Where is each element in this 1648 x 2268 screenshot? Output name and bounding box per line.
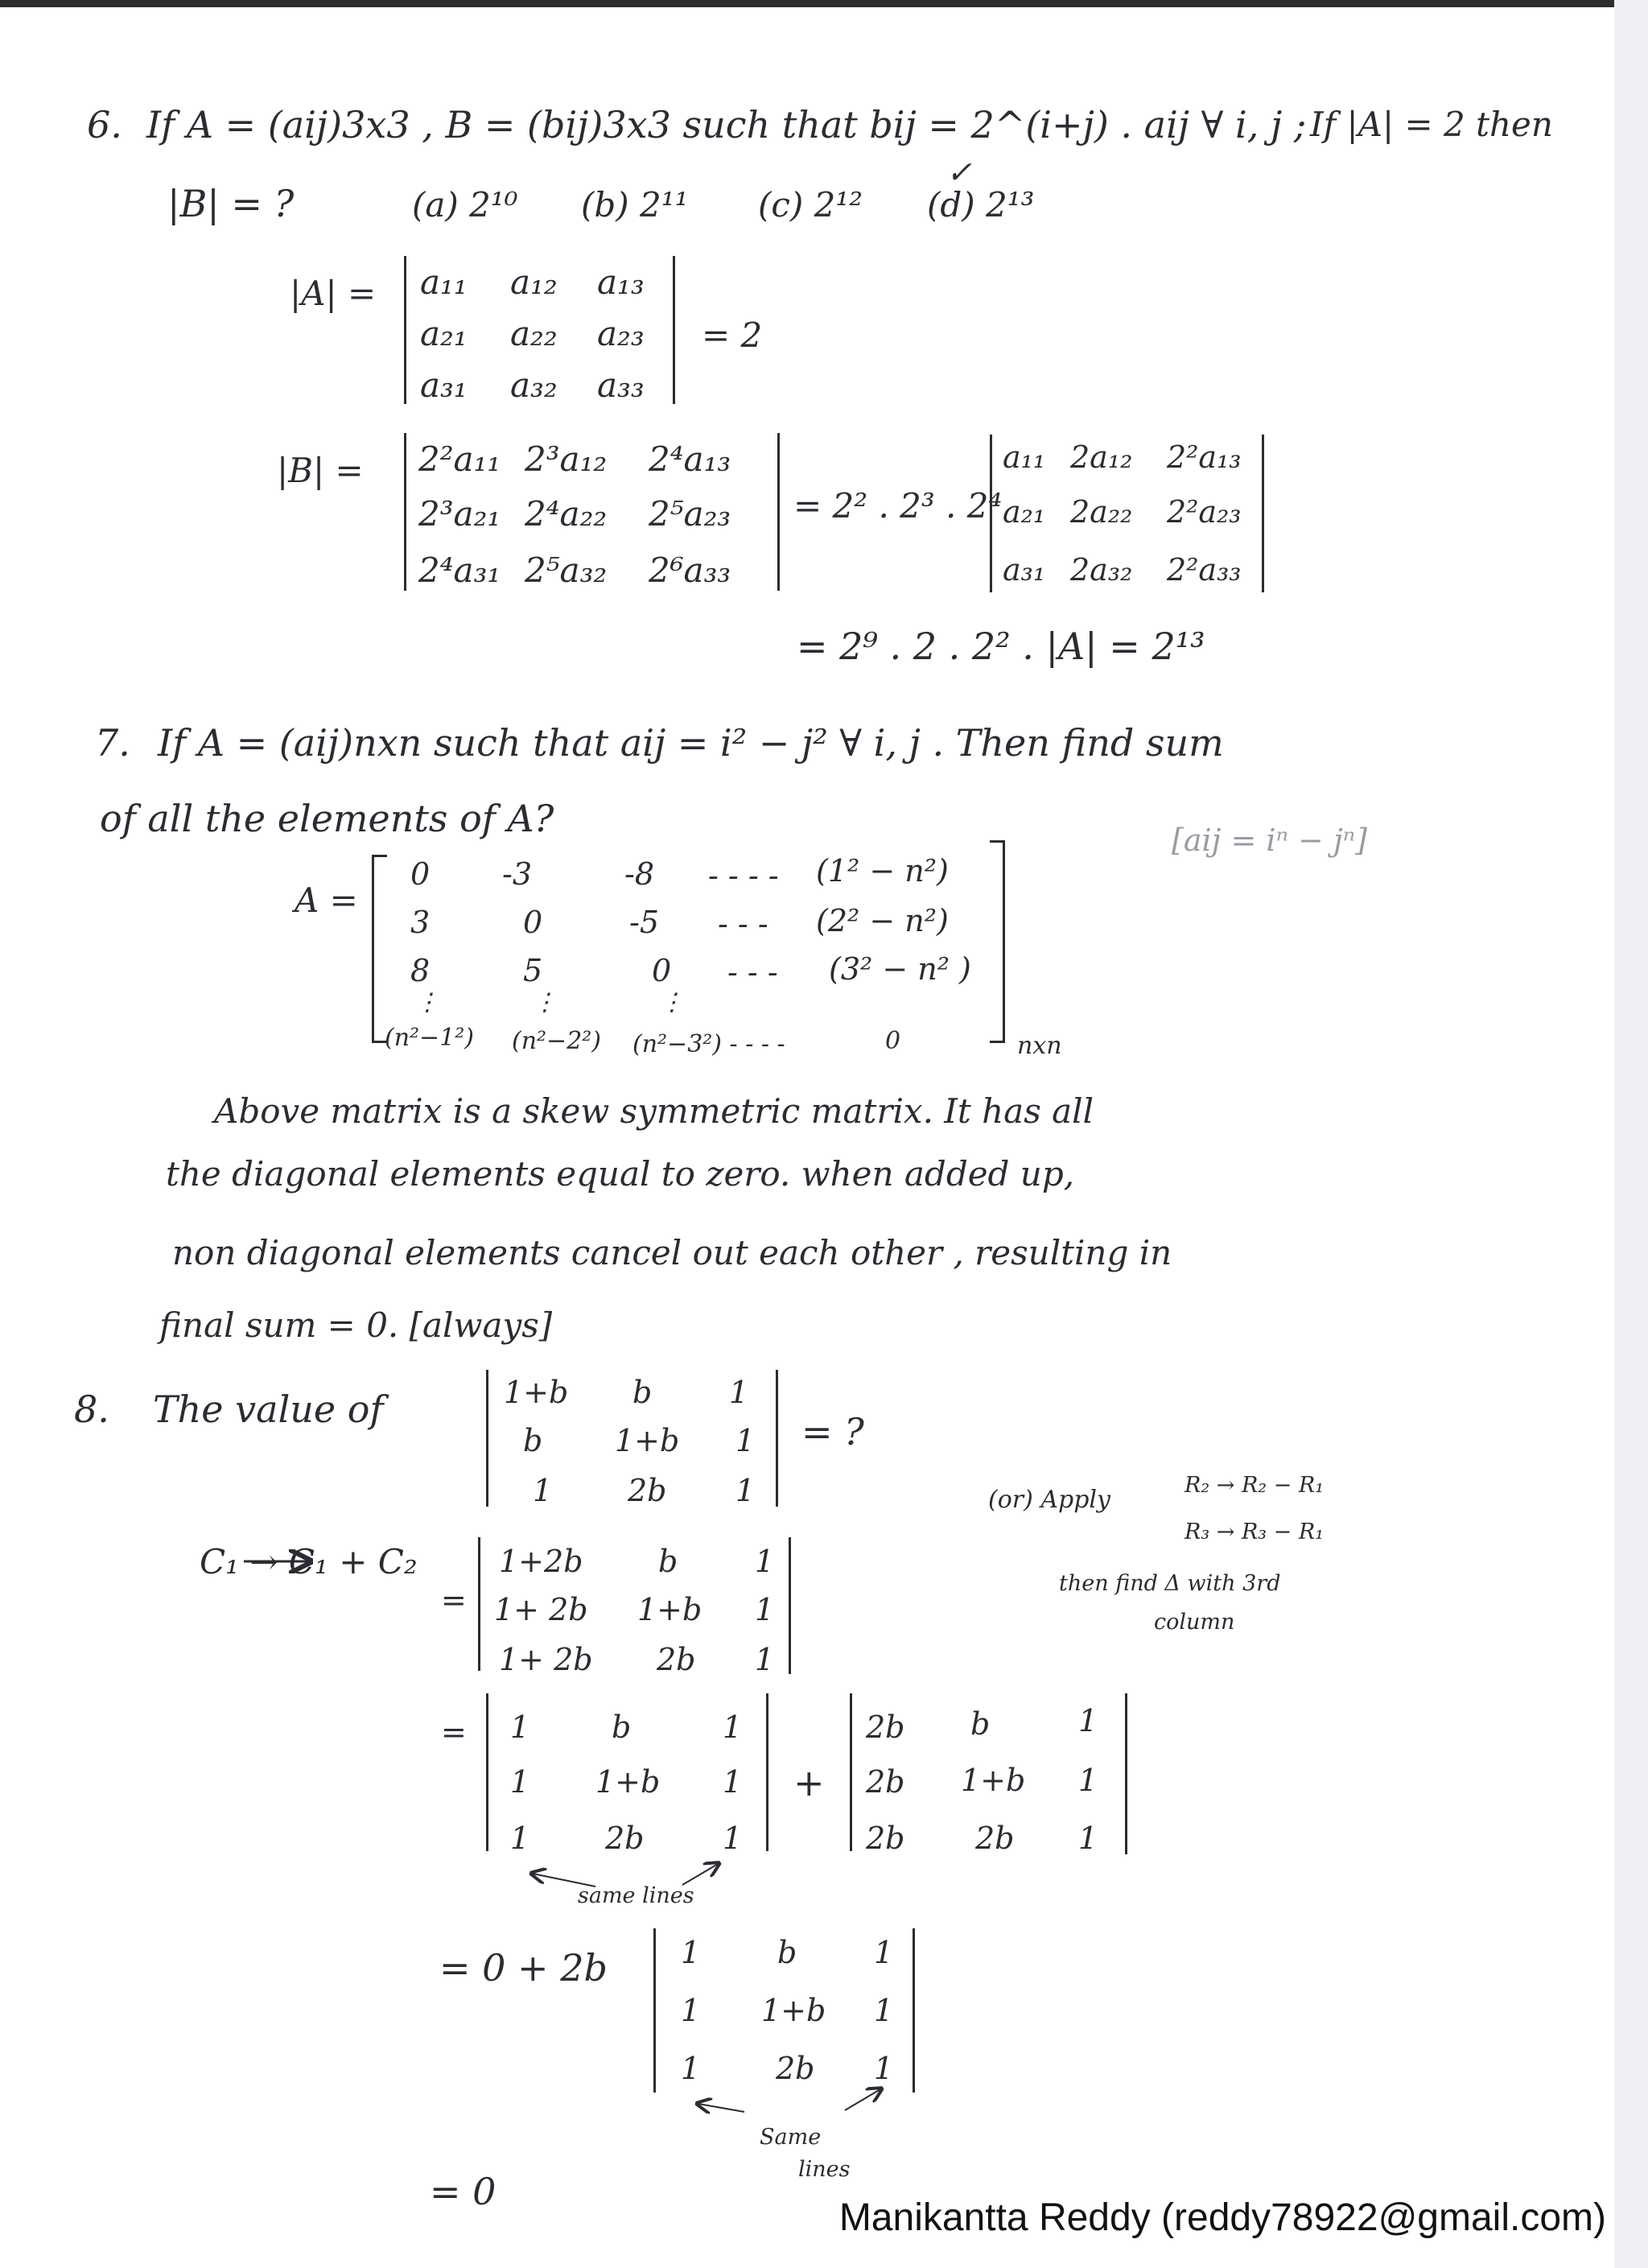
q6-stem: If A = (aij)3x3 , B = (bij)3x3 such that bij = 2^(i+j) . aij ∀ i, j ; [146, 103, 1307, 146]
q8-same-lines2-1: Same [760, 2125, 822, 2150]
q7-r1c2: -3 [502, 856, 533, 892]
q6-B-r3c3: 2⁶a₃₃ [649, 551, 731, 590]
q6-detB-bar-left [404, 433, 406, 591]
q6-B-r1c2: 2³a₁₂ [525, 439, 608, 479]
q7-last-c3: (n²−3²) - - - - [632, 1030, 785, 1058]
q6-option-d: (d) 2¹³ [927, 185, 1035, 225]
q8-r1c3: 1 [729, 1375, 749, 1410]
q8-alt-op1: R₂ → R₂ − R₁ [1184, 1473, 1325, 1498]
q8-r1c2: b [632, 1375, 653, 1410]
q8-s3-r3c2: 2b [776, 2051, 815, 2086]
q6-option-b: (b) 2¹¹ [581, 185, 689, 225]
q8-sr-r3c1: 2b [866, 1821, 905, 1856]
q7-last-c2: (n²−2²) [512, 1027, 602, 1055]
q8-alt-tail-1: then find Δ with 3rd [1059, 1571, 1281, 1596]
q8-s3-r2c1: 1 [681, 1993, 701, 2028]
q6-result: = 2⁹ . 2 . 2² . |A| = 2¹³ [797, 625, 1205, 668]
q7-r2c2: 0 [523, 905, 543, 940]
q6-C-r1c2: 2a₁₂ [1070, 439, 1133, 475]
q8-sl-r1c2: b [612, 1709, 632, 1745]
q8-r3c3: 1 [735, 1473, 756, 1508]
q6-factor: = 2² . 2³ . 2⁴ [793, 486, 1003, 526]
q8-sl-r3c3: 1 [723, 1821, 743, 1856]
q8-step3-prefix: = 0 + 2b [439, 1946, 608, 1990]
q6-detC-bar-left [990, 435, 992, 592]
q6-A-r2c1: a₂₁ [420, 314, 468, 353]
q6-C-r1c3: 2²a₁₃ [1167, 439, 1242, 475]
q6-C-r3c3: 2²a₃₃ [1167, 552, 1242, 588]
q8-s1-r1c2: b [658, 1544, 678, 1579]
q8-s3-r1c3: 1 [874, 1935, 894, 1970]
q8-s3-r3c1: 1 [681, 2051, 701, 2086]
q6-condition: If |A| = 2 then [1310, 105, 1553, 144]
q6-option-c: (c) 2¹² [758, 185, 863, 225]
q8-stem: The value of [153, 1388, 384, 1431]
q8-step3-bar-right [913, 1928, 915, 2093]
q7-r1c-last: (1² − n²) [816, 853, 949, 889]
q8-sl-r3c2: 2b [605, 1821, 645, 1856]
q7-explain-3: non diagonal elements cancel out each other , resulting in [172, 1233, 1172, 1272]
q7-vdots-c2: ⋮ [533, 988, 557, 1016]
q8-s1-r3c3: 1 [755, 1642, 775, 1677]
q8-sr-r1c2: b [970, 1706, 991, 1742]
q7-r3c2: 5 [523, 953, 543, 988]
q6-A-r3c1: a₃₁ [420, 365, 468, 405]
q8-sl-r2c2: 1+b [595, 1764, 661, 1800]
q8-sr-r2c1: 2b [866, 1764, 905, 1800]
q8-r1c1: 1+b [504, 1375, 569, 1410]
q7-r1-dots: - - - - [708, 858, 779, 893]
q8-r2c3: 1 [735, 1423, 756, 1458]
q7-line2: of all the elements of A? [100, 797, 554, 840]
q8-number: 8. [74, 1388, 109, 1431]
q8-r3c1: 1 [533, 1473, 553, 1508]
arrow-same-lines-right [682, 1864, 718, 1885]
q7-bracket-left [372, 855, 387, 1043]
q8-sl-r1c3: 1 [723, 1709, 743, 1745]
q8-s3-r1c2: b [777, 1935, 797, 1970]
q7-r3c3: 0 [652, 953, 672, 988]
arrow-same-lines2-right [845, 2089, 880, 2110]
q8-step3-bar-left [653, 1928, 656, 2093]
q7-r3-dots: - - - [727, 955, 778, 990]
q8-alt-tail-2: column [1154, 1610, 1235, 1635]
author-footer: Manikantta Reddy (reddy78922@gmail.com) [838, 2196, 1606, 2239]
q7-number: 7. [95, 721, 130, 765]
q8-sr-r1c1: 2b [866, 1709, 905, 1745]
q6-A-r2c2: a₂₂ [510, 314, 558, 353]
q8-det-bar-left [486, 1370, 488, 1507]
q6-B-r2c2: 2⁴a₂₂ [525, 494, 608, 534]
q6-B-r2c3: 2⁵a₂₃ [649, 494, 731, 534]
arrow-same-lines2-left [698, 2104, 744, 2112]
q7-vdots-c3: ⋮ [660, 988, 684, 1016]
q6-B-r2c1: 2³a₂₁ [418, 494, 501, 534]
q6-C-r3c2: 2a₃₂ [1070, 552, 1133, 588]
q8-s1-r2c1: 1+ 2b [494, 1592, 588, 1627]
q6-C-r3c1: a₃₁ [1003, 552, 1046, 588]
q7-r2c-last: (2² − n²) [816, 903, 949, 938]
q6-B-r3c1: 2⁴a₃₁ [418, 551, 501, 590]
q6-detA-bar-left [404, 256, 406, 404]
q8-step1-bar-left [478, 1537, 480, 1671]
q8-alt-op2: R₃ → R₃ − R₁ [1184, 1520, 1325, 1544]
q8-s1-r2c2: 1+b [637, 1592, 702, 1627]
q8-sl-r2c1: 1 [510, 1764, 530, 1800]
q6-A-r3c3: a₃₃ [597, 365, 645, 405]
q6-number: 6. [87, 103, 122, 146]
q8-sr-r3c3: 1 [1078, 1821, 1098, 1856]
q8-sl-r3c1: 1 [510, 1821, 530, 1856]
q8-r3c2: 2b [628, 1473, 667, 1508]
q8-s1-r3c1: 1+ 2b [499, 1642, 593, 1677]
q8-s3-r2c2: 1+b [761, 1993, 826, 2028]
q7-vdots-c1: ⋮ [415, 988, 439, 1016]
q8-ask: = ? [801, 1410, 864, 1454]
q8-same-lines2-2: lines [798, 2157, 851, 2182]
q8-s3-r1c1: 1 [681, 1935, 701, 1970]
q8-split-left-bar-left [486, 1693, 488, 1851]
q7-r2-dots: - - - [718, 906, 768, 942]
q8-sl-r1c1: 1 [510, 1709, 530, 1745]
q8-sr-r1c3: 1 [1078, 1703, 1098, 1738]
q6-C-r2c3: 2²a₂₃ [1167, 494, 1242, 530]
q8-step2-eq: = [441, 1714, 467, 1750]
q6-A-r1c2: a₁₂ [510, 262, 558, 302]
q6-C-r2c2: 2a₂₂ [1070, 494, 1133, 530]
q8-same-lines: same lines [578, 1883, 694, 1908]
q6-B-r1c1: 2²a₁₁ [418, 439, 501, 479]
q8-split-right-bar-right [1125, 1693, 1127, 1854]
q7-bracket-right [990, 840, 1005, 1043]
q7-r1c1: 0 [410, 856, 431, 892]
q6-ask: |B| = ? [167, 182, 295, 225]
q7-order: nxn [1017, 1032, 1062, 1060]
q6-A-r2c3: a₂₃ [597, 314, 645, 353]
q6-detA-bar-right [673, 256, 675, 404]
q7-explain-1: Above matrix is a skew symmetric matrix. It has all [214, 1091, 1094, 1131]
q7-last-c1: (n²−1²) [385, 1024, 475, 1052]
q8-s1-r1c3: 1 [755, 1544, 775, 1579]
q8-split-left-bar-right [766, 1693, 768, 1851]
q8-s1-r2c3: 1 [755, 1592, 775, 1627]
q6-detA-value: = 2 [702, 315, 763, 355]
q8-alt-head: (or) Apply [988, 1486, 1110, 1514]
q6-detA-label: |A| = [290, 274, 377, 313]
q6-detB-bar-right [777, 433, 780, 591]
q8-r2c2: 1+b [615, 1423, 680, 1458]
q7-explain-4: final sum = 0. [always] [159, 1305, 553, 1345]
q7-A-label: A = [295, 880, 358, 920]
q8-sr-r3c2: 2b [975, 1821, 1015, 1856]
q8-step-op: C₁ → C₁ + C₂ [200, 1542, 418, 1581]
q6-B-r1c3: 2⁴a₁₃ [649, 439, 731, 479]
q8-step1-bar-right [789, 1537, 791, 1674]
q6-C-r1c1: a₁₁ [1003, 439, 1046, 475]
q8-final: = 0 [430, 2170, 496, 2213]
q7-r2c3: -5 [629, 905, 660, 940]
q8-plus: + [793, 1761, 825, 1804]
q6-A-r1c3: a₁₃ [597, 262, 645, 302]
q7-r3c1: 8 [410, 953, 431, 988]
q6-A-r1c1: a₁₁ [420, 262, 468, 302]
q8-sr-r2c2: 1+b [961, 1763, 1026, 1798]
q7-r3c-last: (3² − n² ) [829, 951, 971, 987]
q8-r2c1: b [523, 1423, 543, 1458]
q6-answer-tick: ✓ [946, 155, 972, 190]
q7-r2c1: 3 [410, 905, 431, 940]
q6-B-r3c2: 2⁵a₃₂ [525, 551, 608, 590]
q8-s1-r1c1: 1+2b [499, 1544, 583, 1579]
q8-s3-r2c3: 1 [874, 1993, 894, 2028]
q6-option-a: (a) 2¹⁰ [412, 185, 518, 225]
q7-last-c4: 0 [885, 1027, 901, 1055]
q7-explain-2: the diagonal elements equal to zero. when added up, [166, 1154, 1075, 1194]
q6-C-r2c1: a₂₁ [1003, 494, 1046, 530]
q7-r1c3: -8 [624, 856, 655, 892]
q8-det-bar-right [776, 1370, 778, 1507]
q8-s3-r3c3: 1 [874, 2051, 894, 2086]
q8-step1-eq: = [441, 1582, 467, 1618]
q8-sr-r2c3: 1 [1078, 1763, 1098, 1798]
q8-split-right-bar-left [850, 1693, 852, 1851]
q7-line1: If A = (aij)nxn such that aij = i² − j² ∀ i, j . Then find sum [158, 721, 1224, 765]
q8-sl-r2c3: 1 [723, 1764, 743, 1800]
q7-note: [aij = iⁿ − jⁿ] [1172, 823, 1367, 858]
q8-s1-r3c2: 2b [657, 1642, 696, 1677]
q6-detB-label: |B| = [277, 451, 364, 490]
q6-A-r3c2: a₃₂ [510, 365, 558, 405]
q6-detC-bar-right [1262, 435, 1264, 592]
